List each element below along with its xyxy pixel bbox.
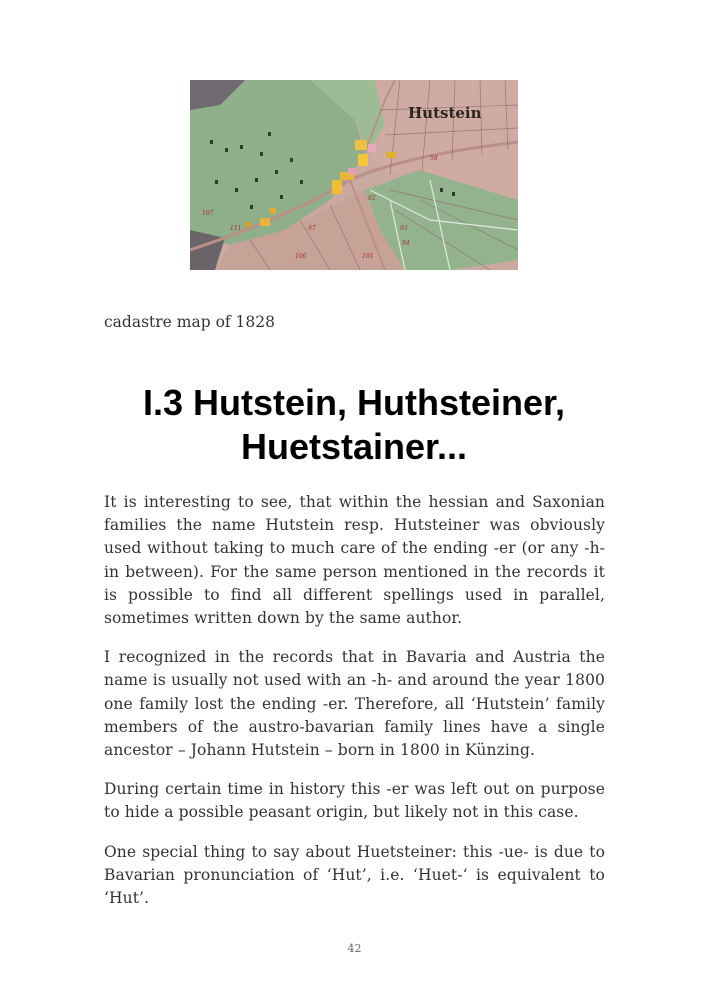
parcel-number: 97: [308, 225, 316, 232]
section-heading: [104, 381, 604, 469]
section-heading-line1: I.3 Hutstein, Huthsteiner,: [142, 382, 566, 423]
paragraph: I recognized in the records that in Bavaria and Austria the name is usually not used with an -h- and around the year 1800 one family lost the ending -er. Therefore, all ‘Hutstein’ family members of the austro-bavarian family lines have a single ancestor – Johann Hutstein – born in 1800 in Künzing.: [104, 648, 605, 760]
paragraph: It is interesting to see, that within the hessian and Saxonian families the name Hutstein resp. Hutsteiner was obviously used without taking to much care of the ending -er (or any -h- in between). For the same person mentioned in the records it is possible to find all different spellings used in parallel, sometimes written down by the same author.: [104, 493, 605, 628]
parcel-number: 58: [430, 155, 438, 162]
paragraph: During certain time in history this -er was left out on purpose to hide a possible peasant origin, but likely not in this case.: [104, 780, 605, 822]
body-text: [104, 491, 605, 926]
section-heading-line2: Huetstainer...: [240, 426, 468, 467]
parcel-number: 92: [368, 195, 376, 202]
parcel-number: 107: [202, 210, 214, 217]
parcel-number: 101: [362, 253, 374, 260]
cadastre-map-image: [190, 80, 518, 270]
page-number: 42: [347, 942, 362, 955]
paragraph: One special thing to say about Huetsteiner: this -ue- is due to Bavarian pronunciation of ‘Hut’, i.e. ‘Huet-‘ is equivalent to ‘Hut’.: [104, 842, 605, 908]
figure-caption: cadastre map of 1828: [104, 313, 276, 331]
parcel-number: 94: [402, 240, 410, 247]
parcel-number: 93: [400, 225, 408, 232]
parcel-number: 106: [295, 253, 307, 260]
parcel-number: 111: [230, 225, 242, 232]
map-place-label: Hutstein: [408, 104, 482, 122]
